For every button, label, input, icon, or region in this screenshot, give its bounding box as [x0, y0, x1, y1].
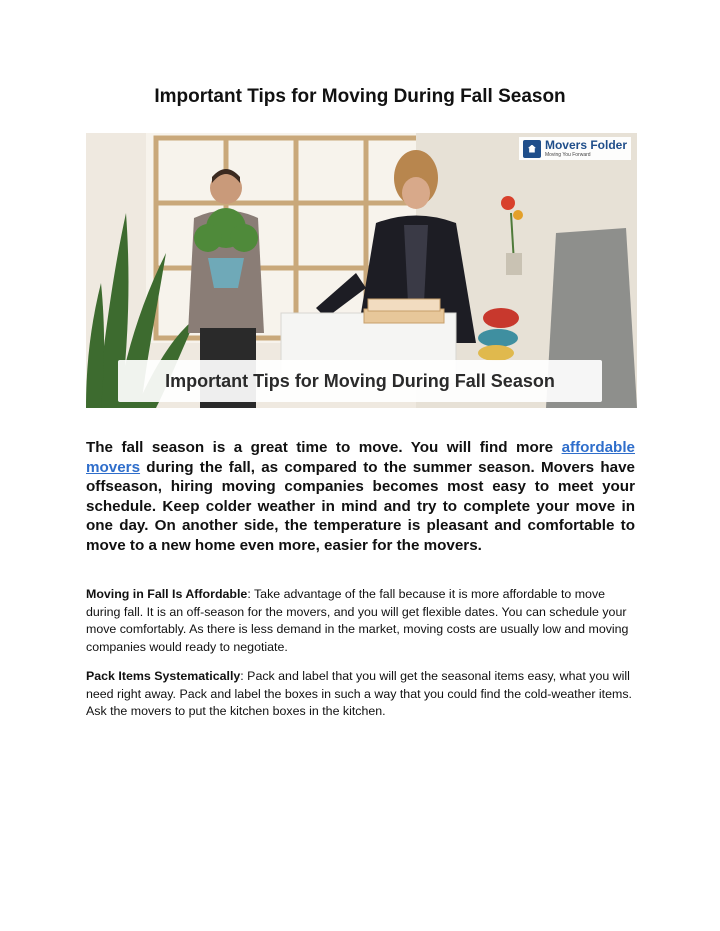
logo-name: Movers Folder — [544, 138, 627, 152]
section-paragraph — [86, 586, 635, 656]
hero-image — [86, 133, 637, 408]
section-body: : Take advantage of the fall because it is more affordable to move during fall. It is an off-season for the movers, and you will get flexible dates. You can schedule your move comfortably. As there is less demand in the market, moving costs are usually low and moving companies would ready to negotiate. — [86, 587, 629, 654]
hero-banner-text: Important Tips for Moving During Fall Season — [118, 360, 602, 402]
intro-text-end: during the fall, as compared to the summer season. Movers have offseason, hiring moving companies becomes most easy to meet your schedule. Keep colder weather in mind and try to complete your move in one day. On another side, the temperature is pleasant and comfortable to move to a new home even more, easier for the movers. — [86, 458, 635, 554]
page-title: Important Tips for Moving During Fall Season — [154, 86, 566, 107]
movers-folder-logo — [519, 137, 631, 160]
section-paragraph — [86, 668, 635, 721]
section-heading: Pack Items Systematically — [86, 669, 241, 683]
affordable-movers-link[interactable]: affordable movers — [86, 439, 635, 476]
logo-tagline: Moving You Forward — [544, 152, 591, 158]
section-body: : Pack and label that you will get the seasonal items easy, what you will need right away. Pack and label the boxes in such a way that you could find the cold-weather items. Ask the movers to put the kitchen boxes in the kitchen. — [86, 669, 632, 718]
intro-paragraph — [86, 438, 635, 556]
house-icon — [523, 140, 541, 158]
section-heading: Moving in Fall Is Affordable — [86, 587, 248, 601]
intro-text-start: The fall season is a great time to move. You will find more — [86, 439, 562, 456]
